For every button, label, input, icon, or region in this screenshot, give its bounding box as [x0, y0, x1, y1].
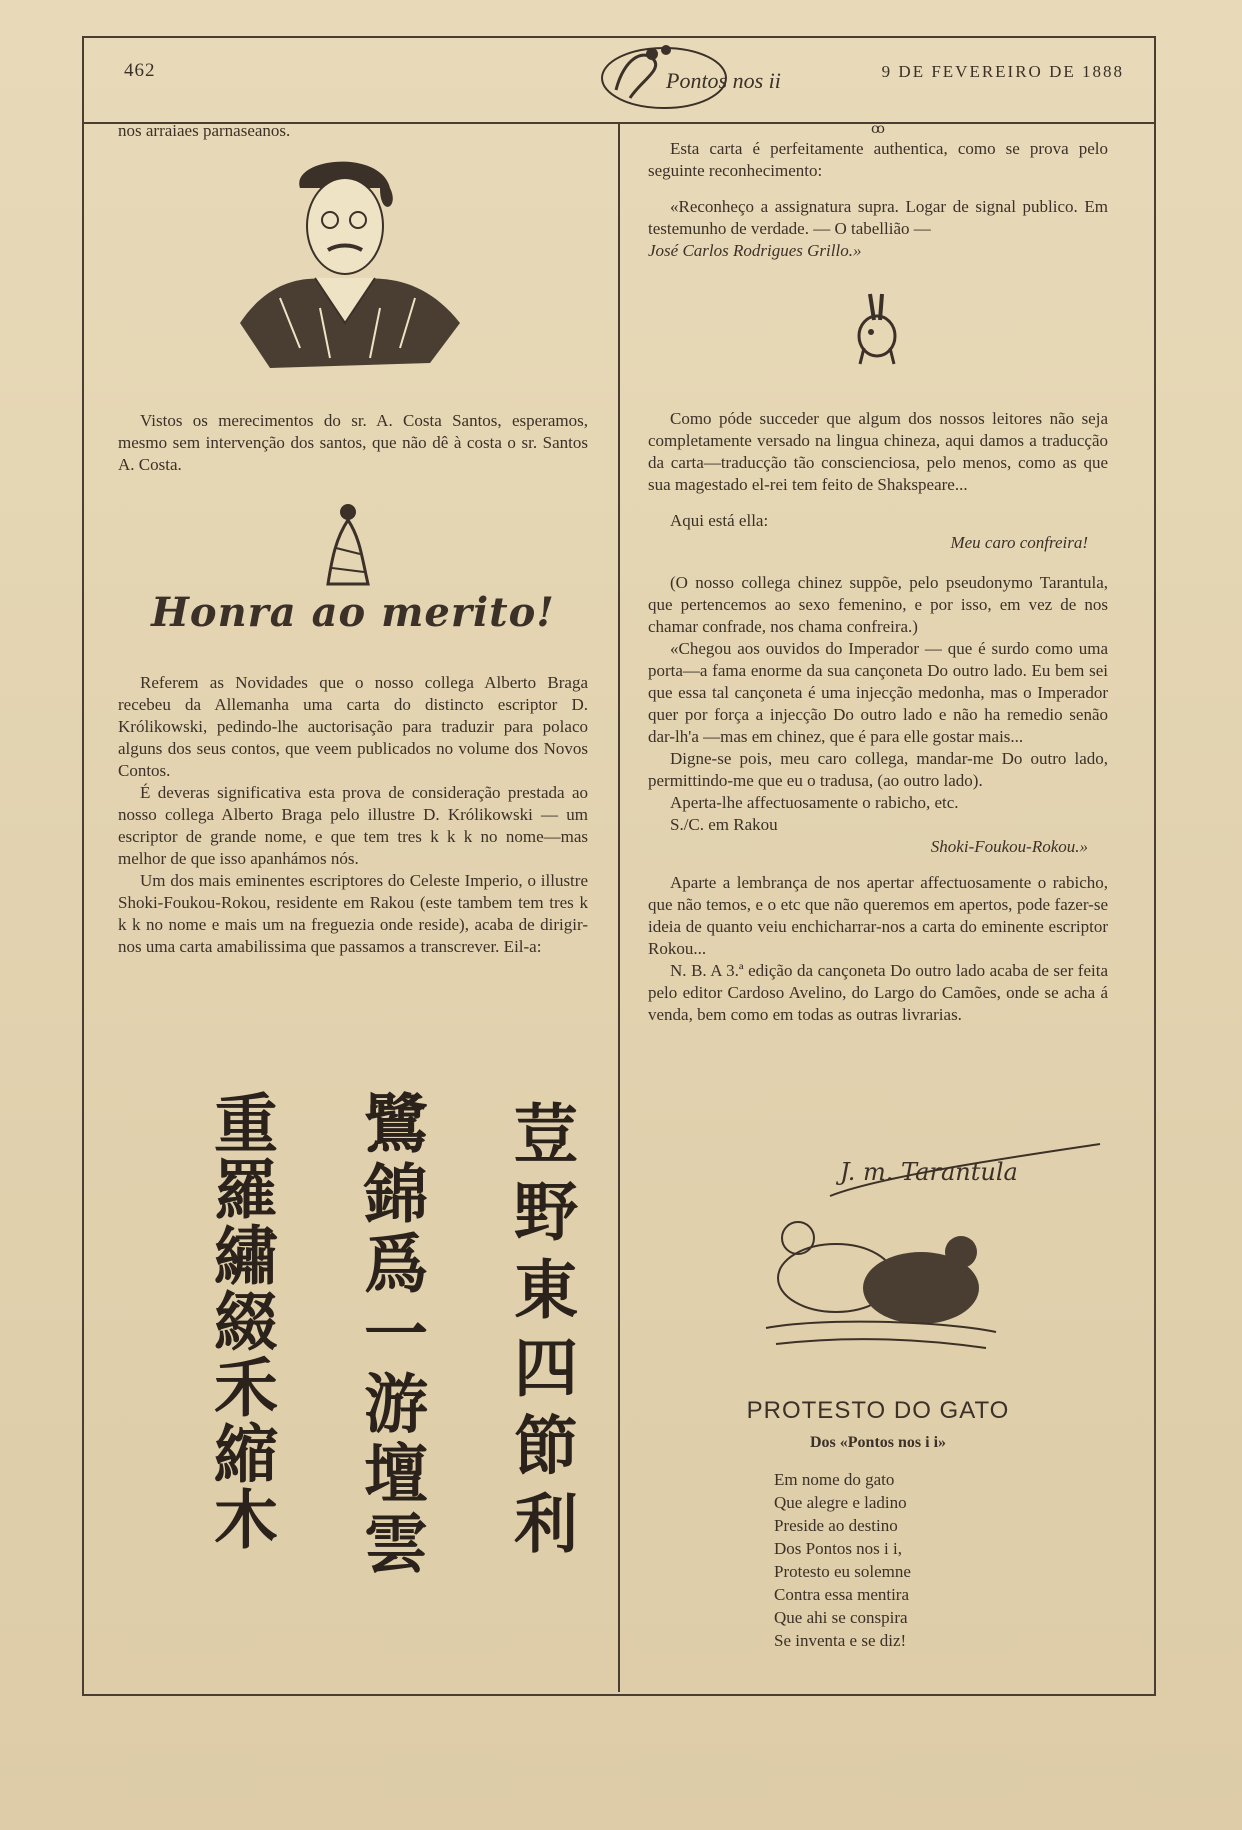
- poem-line: Que ahi se conspira: [774, 1608, 908, 1627]
- letter-body: «Chegou aos ouvidos do Imperador — que é surdo como uma porta—a fama enorme da sua cançoneta Do outro lado. Eu bem sei que essa tal cançoneta é uma injecção medonha, mas o Imperador quer por força a injecção Do outro lado e não ha remedio senão dar-lh'a —mas em chinez, que é para elle gostar mais...: [648, 639, 1108, 746]
- nb-paragraph: N. B. A 3.ª edição da cançoneta Do outro lado acaba de ser feita pelo editor Cardoso Avelino, do Largo do Camões, onde se acha á venda, bem como em todas as outras livrarias.: [648, 961, 1108, 1024]
- chinese-column-3: 重羅繡綴禾縮木: [203, 1090, 277, 1552]
- left-column-top: [118, 120, 588, 142]
- poem-line: Em nome do gato: [774, 1470, 895, 1489]
- notary-signature: José Carlos Rodrigues Grillo.»: [648, 241, 862, 260]
- poem-line: Contra essa mentira: [774, 1585, 910, 1604]
- page-number: 462: [124, 60, 156, 81]
- article-paragraph-1: Referem as Novidades que o nosso collega Alberto Braga recebeu da Allemanha uma carta do distincto escriptor D. Królikowski, pedindo-lhe auctorisação para traduzir para polaco alguns dos seus contos, que veem publicados no volume dos Novos Contos.: [118, 673, 588, 780]
- poem-line: Que alegre e ladino: [774, 1493, 907, 1512]
- poem-line: Dos Pontos nos i i,: [774, 1539, 902, 1558]
- sender-signature: Shoki-Foukou-Rokou.»: [930, 837, 1088, 856]
- right-column-top: [648, 122, 1108, 262]
- page-header: [82, 38, 1154, 124]
- rabbit-icon: [852, 290, 902, 368]
- signature-text: J. m. Tarantula: [840, 1158, 1018, 1186]
- handwritten-signature: [820, 1136, 1110, 1206]
- masthead-text: Pontos nos ii: [666, 68, 781, 93]
- poem-line: Se inventa e se diz!: [774, 1631, 907, 1650]
- portrait-illustration: [230, 148, 470, 396]
- portrait-caption-block: [118, 410, 588, 476]
- letter-request: Digne-se pois, meu caro collega, mandar-me Do outro lado, permittindo-me que eu o tradusa, (ao outro lado).: [648, 749, 1108, 790]
- chinese-column-2: 鷺錦爲一游壇雲: [353, 1090, 427, 1580]
- poem: [648, 1468, 1108, 1652]
- notary-quote: «Reconheço a assignatura supra. Logar de signal publico. Em testemunho de verdade. — O tabellião —: [648, 197, 1108, 238]
- figure-ornament: [318, 498, 378, 590]
- honra-title-block: [118, 589, 588, 636]
- chinese-letter: [120, 1070, 600, 1650]
- translation-paragraph: Como póde succeder que algum dos nossos leitores não seja completamente versado na lingua chineza, aqui damos a traducção da carta—traducção tão conscienciosa, pelo menos, como as que sua magestado el-rei tem feito de Shakspeare...: [648, 409, 1108, 494]
- left-top-line: nos arraiaes parnaseanos.: [118, 121, 291, 140]
- letter-place: S./C. em Rakou: [670, 815, 778, 834]
- section-title: Honra ao merito!: [151, 589, 555, 636]
- column-divider: [618, 122, 620, 1692]
- here-it-is: Aqui está ella:: [670, 511, 769, 530]
- portrait-caption: Vistos os merecimentos do sr. A. Costa Santos, esperamos, mesmo sem intervenção dos santos, que não dê à costa o sr. Santos A. Costa.: [118, 411, 588, 474]
- translation-intro: [648, 408, 1108, 1026]
- salutation: Meu caro confreira!: [950, 533, 1088, 552]
- poem-title: PROTESTO DO GATO: [746, 1397, 1010, 1424]
- authentic-paragraph: Esta carta é perfeitamente authentica, como se prova pelo seguinte reconhecimento:: [648, 139, 1108, 180]
- pseudonym-note: (O nosso collega chinez suppõe, pelo pseudonymo Tarantula, que pertencemos ao sexo femenino, e por isso, em vez de nos chamar confrade, nos chama confreira.): [648, 573, 1108, 636]
- masthead-logo: [544, 38, 784, 116]
- letter-closing: Aperta-lhe affectuosamente o rabicho, etc.: [670, 793, 959, 812]
- poem-line: Protesto eu solemne: [774, 1562, 911, 1581]
- ornament-icon: ꝏ: [871, 122, 885, 137]
- chinese-column-1: 荳野東四節利: [503, 1100, 577, 1568]
- protesto-block: [648, 1397, 1108, 1652]
- article-paragraph-2: É deveras significativa esta prova de consideração prestada ao nosso collega Alberto Braga pelo illustre D. Królikowski — um escriptor de grande nome, e que tem tres k k k no nome—mas melhor de que isso apanhámos nós.: [118, 783, 588, 868]
- honra-article: [118, 672, 588, 958]
- article-paragraph-3: Um dos mais eminentes escriptores do Celeste Imperio, o illustre Shoki-Foukou-Rokou, residente em Rakou (este tambem tem tres k k k no nome e mais um na freguezia onde reside), acaba de dirigir-nos uma carta amabilissima que passamos a transcrever. Eil-a:: [118, 871, 588, 956]
- cats-illustration: [756, 1208, 1006, 1358]
- poem-line: Preside ao destino: [774, 1516, 898, 1535]
- commentary-paragraph: Aparte a lembrança de nos apertar affectuosamente o rabicho, que não temos, e o etc que não queremos em apertos, pode fazer-se ideia de quanto veiu enchicharrar-nos a carta do eminente escriptor Rokou...: [648, 873, 1108, 958]
- poem-subtitle: Dos «Pontos nos i i»: [809, 1434, 947, 1451]
- issue-date: 9 DE FEVEREIRO DE 1888: [881, 62, 1124, 81]
